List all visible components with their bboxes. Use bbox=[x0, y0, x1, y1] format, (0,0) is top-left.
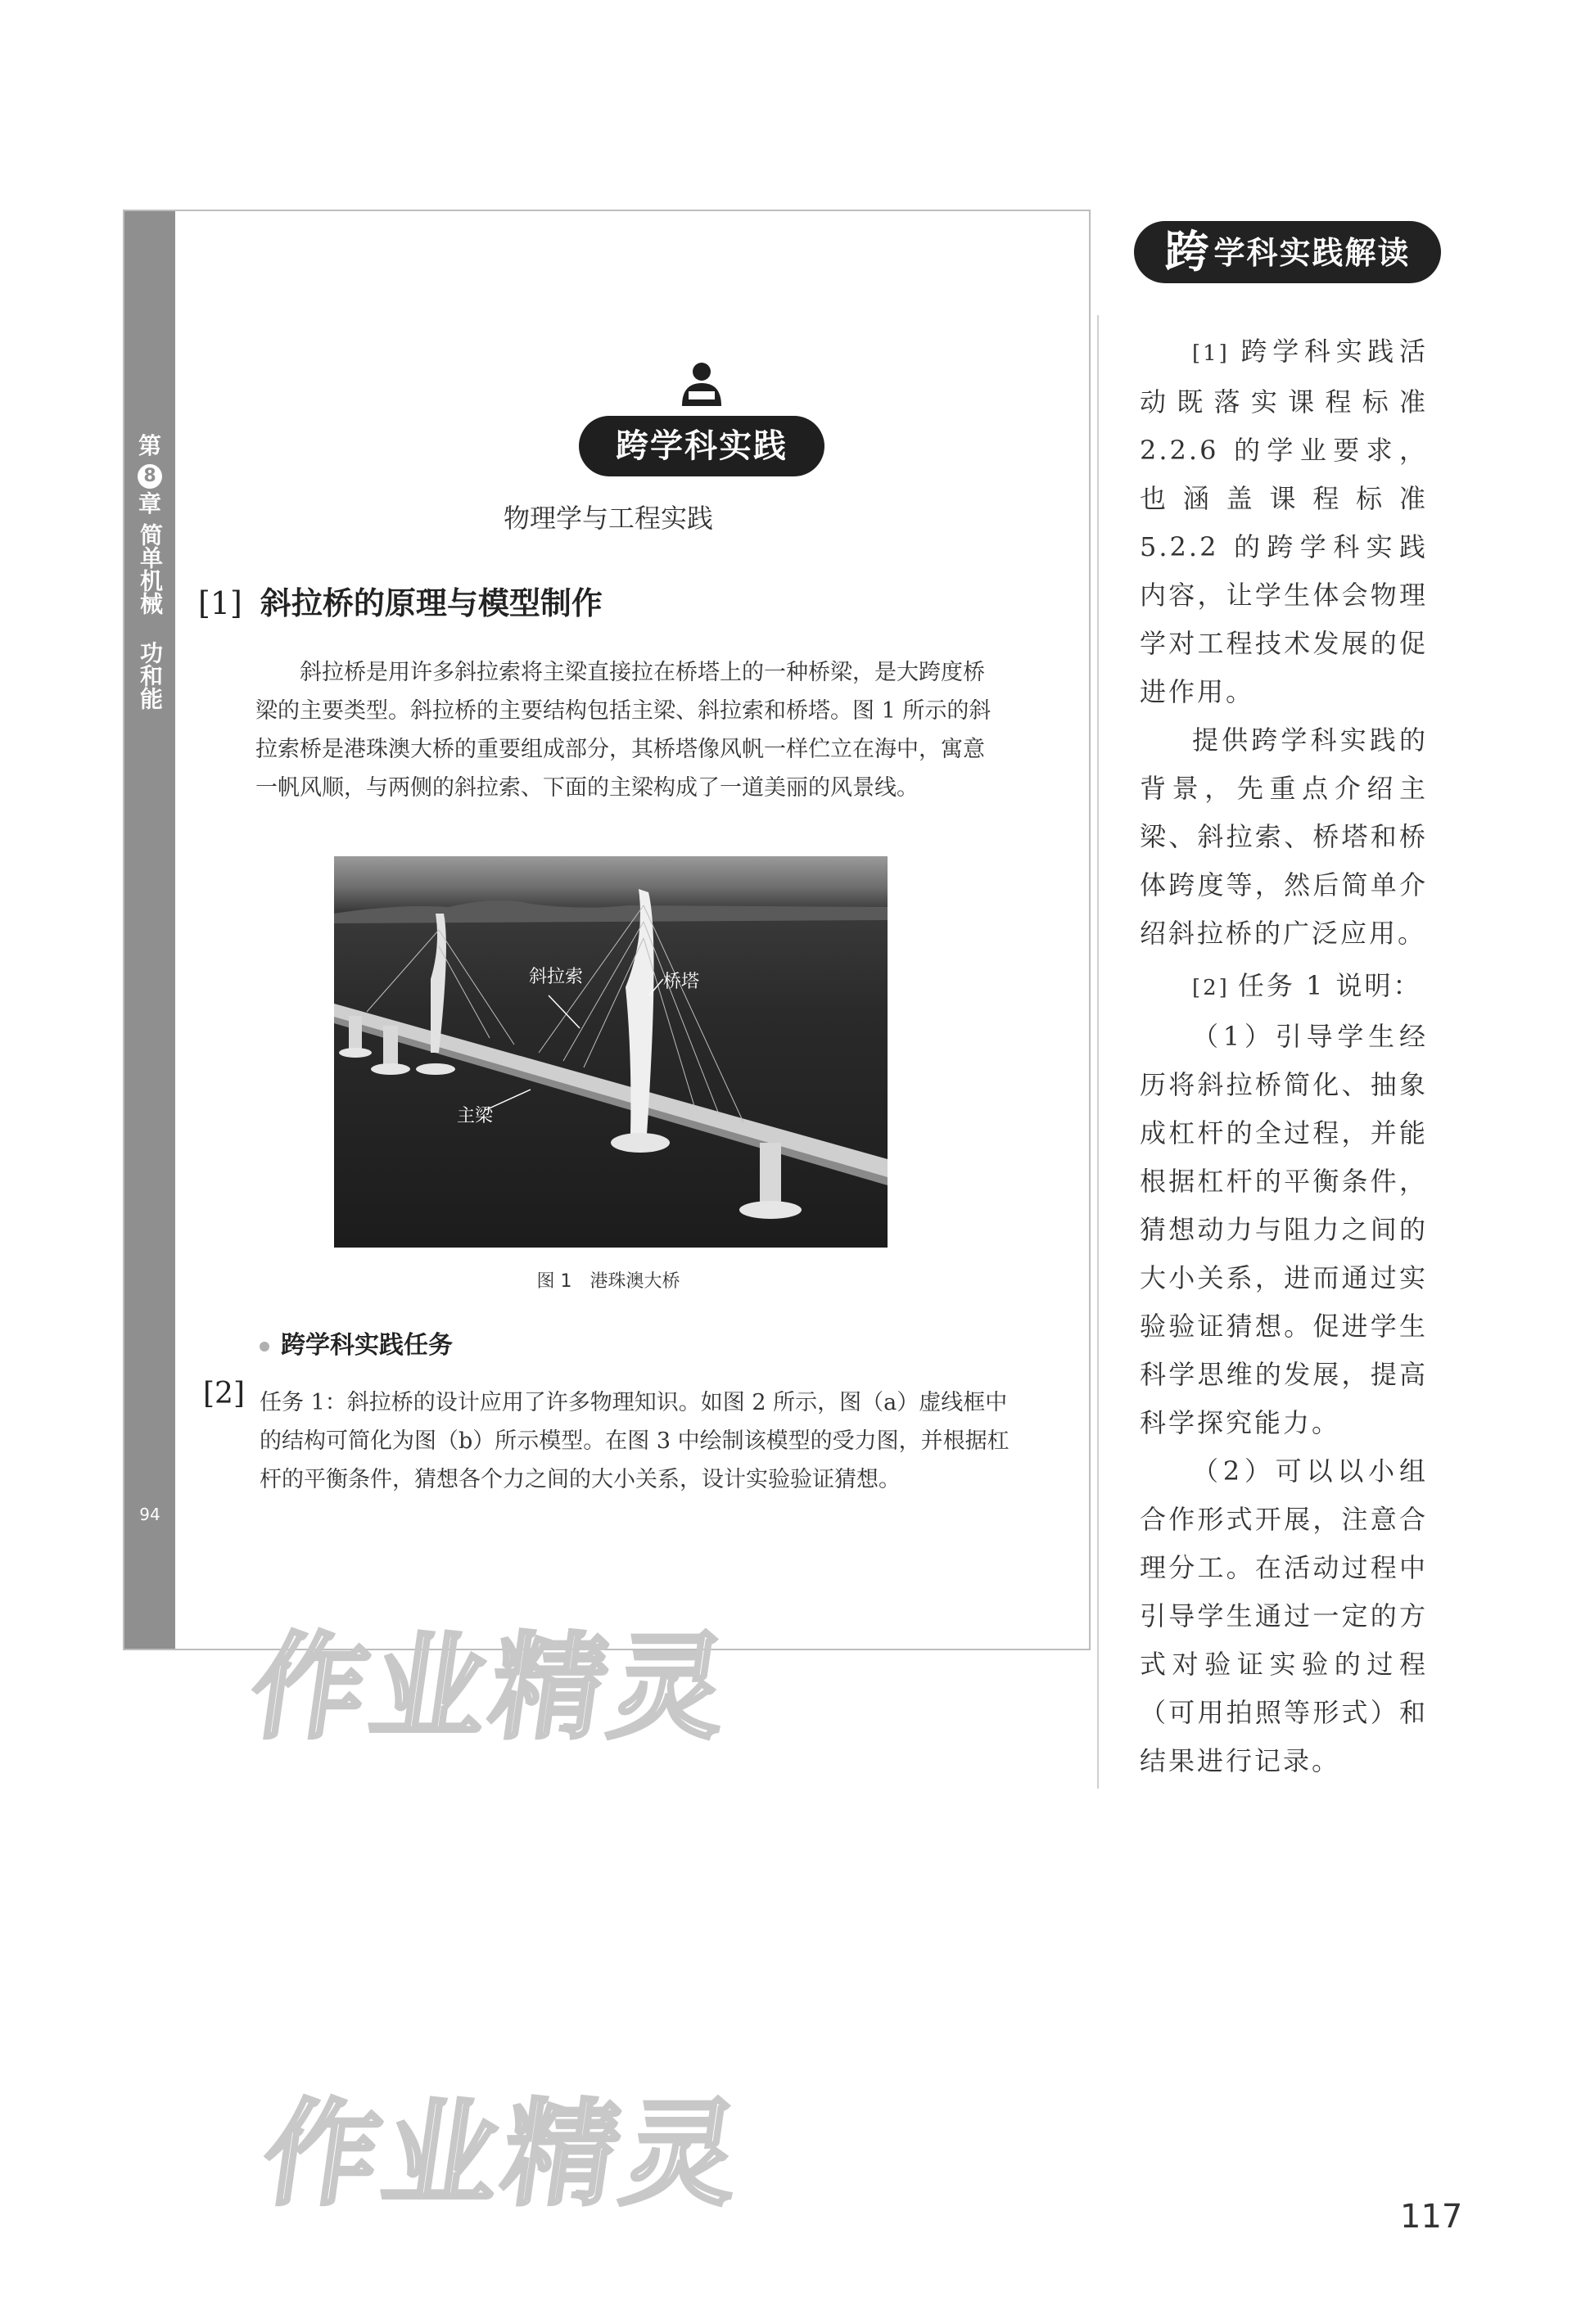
section-emblem bbox=[579, 359, 824, 481]
commentary-header-rest: 学科实践解读 bbox=[1213, 235, 1411, 271]
figure-title: 港珠澳大桥 bbox=[590, 1271, 680, 1292]
note2-p3: （2）可以以小组合作形式开展，注意合理分工。在活动过程中引导学生通过一定的方式对验证实验的过程（可用拍照等形式）和结果进行记录。 bbox=[1140, 1455, 1428, 1776]
bridge-illustration bbox=[334, 856, 888, 1248]
intro-paragraph: 斜拉桥是用许多斜拉索将主梁直接拉在桥塔上的一种桥梁，是大跨度桥梁的主要类型。斜拉桥的主要结构包括主梁、斜拉索和桥塔。图 1 所示的斜拉索桥是港珠澳大桥的重要组成部分，其桥塔像风帆一样伫立在海中，寓意一帆风顺，与两侧的斜拉索、下面的主梁构成了一道美丽的风景线。 bbox=[255, 660, 992, 801]
inner-page-number: 94 bbox=[139, 1505, 160, 1524]
column-divider bbox=[1097, 315, 1099, 1789]
section-banner-title: 跨学科实践 bbox=[579, 416, 824, 476]
section-heading bbox=[198, 578, 603, 623]
textbook-page-frame bbox=[123, 210, 1091, 1650]
watermark-logo: 作业精灵 bbox=[255, 2088, 752, 2222]
commentary-note-1 bbox=[1140, 327, 1428, 958]
chapter-prefix: 第 bbox=[138, 432, 161, 459]
annotation-mark: [2] bbox=[203, 1377, 245, 1410]
label-girder: 主梁 bbox=[457, 1106, 494, 1126]
tasks-heading-text: 跨学科实践任务 bbox=[281, 1331, 453, 1360]
bridge-photo bbox=[334, 856, 888, 1248]
label-tower: 桥塔 bbox=[663, 972, 700, 992]
task1-paragraph: 任务 1：斜拉桥的设计应用了许多物理知识。如图 2 所示，图（a）虚线框中的结构可简化为图（b）所示模型。在图 3 中绘制该模型的受力图，并根据杠杆的平衡条件，猜想各个力之间的大小关系，设计实验验证猜想。 bbox=[260, 1390, 1010, 1492]
note1-p2: 提供跨学科实践的背景，先重点介绍主梁、斜拉索、桥塔和桥体跨度等，然后简单介绍斜拉桥的广泛应用。 bbox=[1140, 724, 1428, 949]
note1-p1: 跨学科实践活动既落实课程标准 2.2.6 的学业要求，也涵盖课程标准 5.2.2 的跨学科实践内容，让学生体会物理学对工程技术发展的促进作用。 bbox=[1140, 336, 1428, 707]
note2-p2: （1）引导学生经历将斜拉桥简化、抽象成杠杆的全过程，并能根据杠杆的平衡条件，猜想动力与阻力之间的大小关系，进而通过实验验证猜想。促进学生科学思维的发展，提高科学探究能力。 bbox=[1140, 1021, 1428, 1438]
note2-p1: 任务 1 说明： bbox=[1237, 970, 1422, 1001]
page-number: 117 bbox=[1400, 2198, 1463, 2236]
watermark-logo: 作业精灵 bbox=[242, 1622, 740, 1755]
bullet-dot-icon bbox=[260, 1342, 269, 1352]
commentary-header bbox=[1134, 221, 1441, 283]
chapter-title-1: 简单机械 bbox=[137, 523, 164, 615]
section-subtitle: 物理学与工程实践 bbox=[503, 503, 713, 534]
chapter-number: 8 bbox=[138, 464, 162, 489]
chapter-tab bbox=[131, 432, 169, 710]
label-cable: 斜拉索 bbox=[529, 967, 584, 987]
chapter-suffix: 章 bbox=[138, 490, 161, 517]
commentary-note-2 bbox=[1140, 962, 1428, 1785]
tasks-heading bbox=[260, 1324, 453, 1361]
figure-number: 图 1 bbox=[536, 1271, 572, 1292]
commentary-header-first: 跨 bbox=[1164, 226, 1211, 278]
annotation-mark: [1] bbox=[1192, 341, 1230, 366]
section-title: 斜拉桥的原理与模型制作 bbox=[260, 585, 603, 621]
chapter-side-strip bbox=[124, 211, 175, 1649]
annotation-mark: [2] bbox=[1192, 976, 1230, 1000]
annotation-mark: [1] bbox=[198, 585, 242, 621]
reading-figure-icon bbox=[677, 359, 726, 408]
figure-caption bbox=[124, 1267, 1092, 1293]
chapter-title-2: 功和能 bbox=[137, 641, 164, 710]
